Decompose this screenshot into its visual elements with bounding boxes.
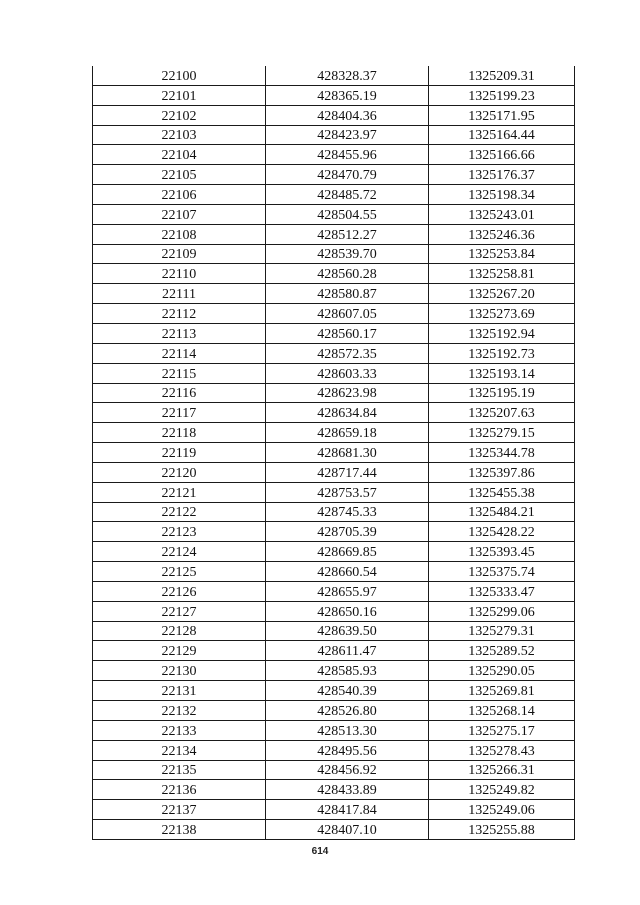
x-coordinate-cell: 428560.17 [266,323,429,343]
y-coordinate-cell: 1325258.81 [429,264,575,284]
y-coordinate-cell: 1325273.69 [429,304,575,324]
point-id-cell: 22124 [93,542,266,562]
table-row [93,145,575,165]
table-row [93,601,575,621]
x-coordinate-cell: 428705.39 [266,522,429,542]
table-row [93,482,575,502]
table-row [93,403,575,423]
x-coordinate-cell: 428423.97 [266,125,429,145]
point-id-cell: 22115 [93,363,266,383]
table-row [93,661,575,681]
point-id-cell: 22132 [93,701,266,721]
x-coordinate-cell: 428655.97 [266,581,429,601]
point-id-cell: 22104 [93,145,266,165]
y-coordinate-cell: 1325278.43 [429,740,575,760]
table-row [93,621,575,641]
x-coordinate-cell: 428681.30 [266,443,429,463]
point-id-cell: 22100 [93,66,266,85]
x-coordinate-cell: 428495.56 [266,740,429,760]
point-id-cell: 22135 [93,760,266,780]
table-row [93,125,575,145]
y-coordinate-cell: 1325171.95 [429,105,575,125]
x-coordinate-cell: 428585.93 [266,661,429,681]
y-coordinate-cell: 1325209.31 [429,66,575,85]
y-coordinate-cell: 1325269.81 [429,681,575,701]
x-coordinate-cell: 428365.19 [266,85,429,105]
point-id-cell: 22103 [93,125,266,145]
x-coordinate-cell: 428540.39 [266,681,429,701]
table-row [93,85,575,105]
table-row [93,165,575,185]
x-coordinate-cell: 428404.36 [266,105,429,125]
x-coordinate-cell: 428539.70 [266,244,429,264]
point-id-cell: 22120 [93,462,266,482]
x-coordinate-cell: 428639.50 [266,621,429,641]
table-row [93,502,575,522]
point-id-cell: 22110 [93,264,266,284]
table-row [93,284,575,304]
y-coordinate-cell: 1325279.15 [429,423,575,443]
y-coordinate-cell: 1325195.19 [429,383,575,403]
x-coordinate-cell: 428560.28 [266,264,429,284]
y-coordinate-cell: 1325484.21 [429,502,575,522]
table-row [93,522,575,542]
table-row [93,423,575,443]
x-coordinate-cell: 428512.27 [266,224,429,244]
point-id-cell: 22122 [93,502,266,522]
x-coordinate-cell: 428470.79 [266,165,429,185]
y-coordinate-cell: 1325166.66 [429,145,575,165]
x-coordinate-cell: 428433.89 [266,780,429,800]
table-row [93,581,575,601]
y-coordinate-cell: 1325193.14 [429,363,575,383]
point-id-cell: 22127 [93,601,266,621]
point-id-cell: 22106 [93,185,266,205]
point-id-cell: 22117 [93,403,266,423]
point-id-cell: 22125 [93,562,266,582]
coordinate-table-body [93,66,575,839]
x-coordinate-cell: 428407.10 [266,820,429,840]
point-id-cell: 22137 [93,800,266,820]
table-row [93,443,575,463]
x-coordinate-cell: 428745.33 [266,502,429,522]
y-coordinate-cell: 1325249.06 [429,800,575,820]
table-row [93,681,575,701]
point-id-cell: 22113 [93,323,266,343]
x-coordinate-cell: 428611.47 [266,641,429,661]
point-id-cell: 22126 [93,581,266,601]
table-row [93,244,575,264]
table-row [93,800,575,820]
y-coordinate-cell: 1325375.74 [429,562,575,582]
x-coordinate-cell: 428717.44 [266,462,429,482]
y-coordinate-cell: 1325246.36 [429,224,575,244]
y-coordinate-cell: 1325455.38 [429,482,575,502]
y-coordinate-cell: 1325397.86 [429,462,575,482]
point-id-cell: 22114 [93,343,266,363]
table-row [93,185,575,205]
y-coordinate-cell: 1325267.20 [429,284,575,304]
y-coordinate-cell: 1325268.14 [429,701,575,721]
table-row [93,204,575,224]
x-coordinate-cell: 428660.54 [266,562,429,582]
point-id-cell: 22134 [93,740,266,760]
table-row [93,760,575,780]
y-coordinate-cell: 1325176.37 [429,165,575,185]
point-id-cell: 22121 [93,482,266,502]
point-id-cell: 22108 [93,224,266,244]
y-coordinate-cell: 1325290.05 [429,661,575,681]
point-id-cell: 22101 [93,85,266,105]
x-coordinate-cell: 428328.37 [266,66,429,85]
point-id-cell: 22111 [93,284,266,304]
point-id-cell: 22107 [93,204,266,224]
y-coordinate-cell: 1325266.31 [429,760,575,780]
point-id-cell: 22136 [93,780,266,800]
point-id-cell: 22133 [93,720,266,740]
table-row [93,264,575,284]
point-id-cell: 22105 [93,165,266,185]
y-coordinate-cell: 1325198.34 [429,185,575,205]
table-row [93,105,575,125]
x-coordinate-cell: 428634.84 [266,403,429,423]
table-row [93,740,575,760]
table-row [93,462,575,482]
x-coordinate-cell: 428456.92 [266,760,429,780]
x-coordinate-cell: 428504.55 [266,204,429,224]
y-coordinate-cell: 1325279.31 [429,621,575,641]
table-row [93,224,575,244]
point-id-cell: 22119 [93,443,266,463]
y-coordinate-cell: 1325289.52 [429,641,575,661]
point-id-cell: 22130 [93,661,266,681]
point-id-cell: 22112 [93,304,266,324]
x-coordinate-cell: 428623.98 [266,383,429,403]
table-row [93,343,575,363]
y-coordinate-cell: 1325255.88 [429,820,575,840]
x-coordinate-cell: 428485.72 [266,185,429,205]
point-id-cell: 22129 [93,641,266,661]
table-row [93,363,575,383]
coordinate-table [92,66,575,840]
y-coordinate-cell: 1325428.22 [429,522,575,542]
x-coordinate-cell: 428455.96 [266,145,429,165]
point-id-cell: 22109 [93,244,266,264]
y-coordinate-cell: 1325243.01 [429,204,575,224]
y-coordinate-cell: 1325199.23 [429,85,575,105]
x-coordinate-cell: 428650.16 [266,601,429,621]
y-coordinate-cell: 1325275.17 [429,720,575,740]
table-row [93,820,575,840]
x-coordinate-cell: 428603.33 [266,363,429,383]
y-coordinate-cell: 1325344.78 [429,443,575,463]
y-coordinate-cell: 1325192.94 [429,323,575,343]
table-row [93,641,575,661]
y-coordinate-cell: 1325249.82 [429,780,575,800]
point-id-cell: 22102 [93,105,266,125]
y-coordinate-cell: 1325333.47 [429,581,575,601]
table-row [93,542,575,562]
page-number: 614 [311,846,329,857]
x-coordinate-cell: 428753.57 [266,482,429,502]
point-id-cell: 22116 [93,383,266,403]
table-row [93,562,575,582]
point-id-cell: 22118 [93,423,266,443]
point-id-cell: 22128 [93,621,266,641]
table-row [93,304,575,324]
y-coordinate-cell: 1325253.84 [429,244,575,264]
x-coordinate-cell: 428659.18 [266,423,429,443]
x-coordinate-cell: 428572.35 [266,343,429,363]
point-id-cell: 22138 [93,820,266,840]
y-coordinate-cell: 1325299.06 [429,601,575,621]
table-row [93,720,575,740]
x-coordinate-cell: 428669.85 [266,542,429,562]
x-coordinate-cell: 428580.87 [266,284,429,304]
point-id-cell: 22131 [93,681,266,701]
x-coordinate-cell: 428417.84 [266,800,429,820]
point-id-cell: 22123 [93,522,266,542]
table-row [93,323,575,343]
table-row [93,383,575,403]
table-row [93,780,575,800]
x-coordinate-cell: 428513.30 [266,720,429,740]
table-row [93,66,575,85]
y-coordinate-cell: 1325393.45 [429,542,575,562]
x-coordinate-cell: 428526.80 [266,701,429,721]
y-coordinate-cell: 1325207.63 [429,403,575,423]
x-coordinate-cell: 428607.05 [266,304,429,324]
y-coordinate-cell: 1325192.73 [429,343,575,363]
y-coordinate-cell: 1325164.44 [429,125,575,145]
table-row [93,701,575,721]
